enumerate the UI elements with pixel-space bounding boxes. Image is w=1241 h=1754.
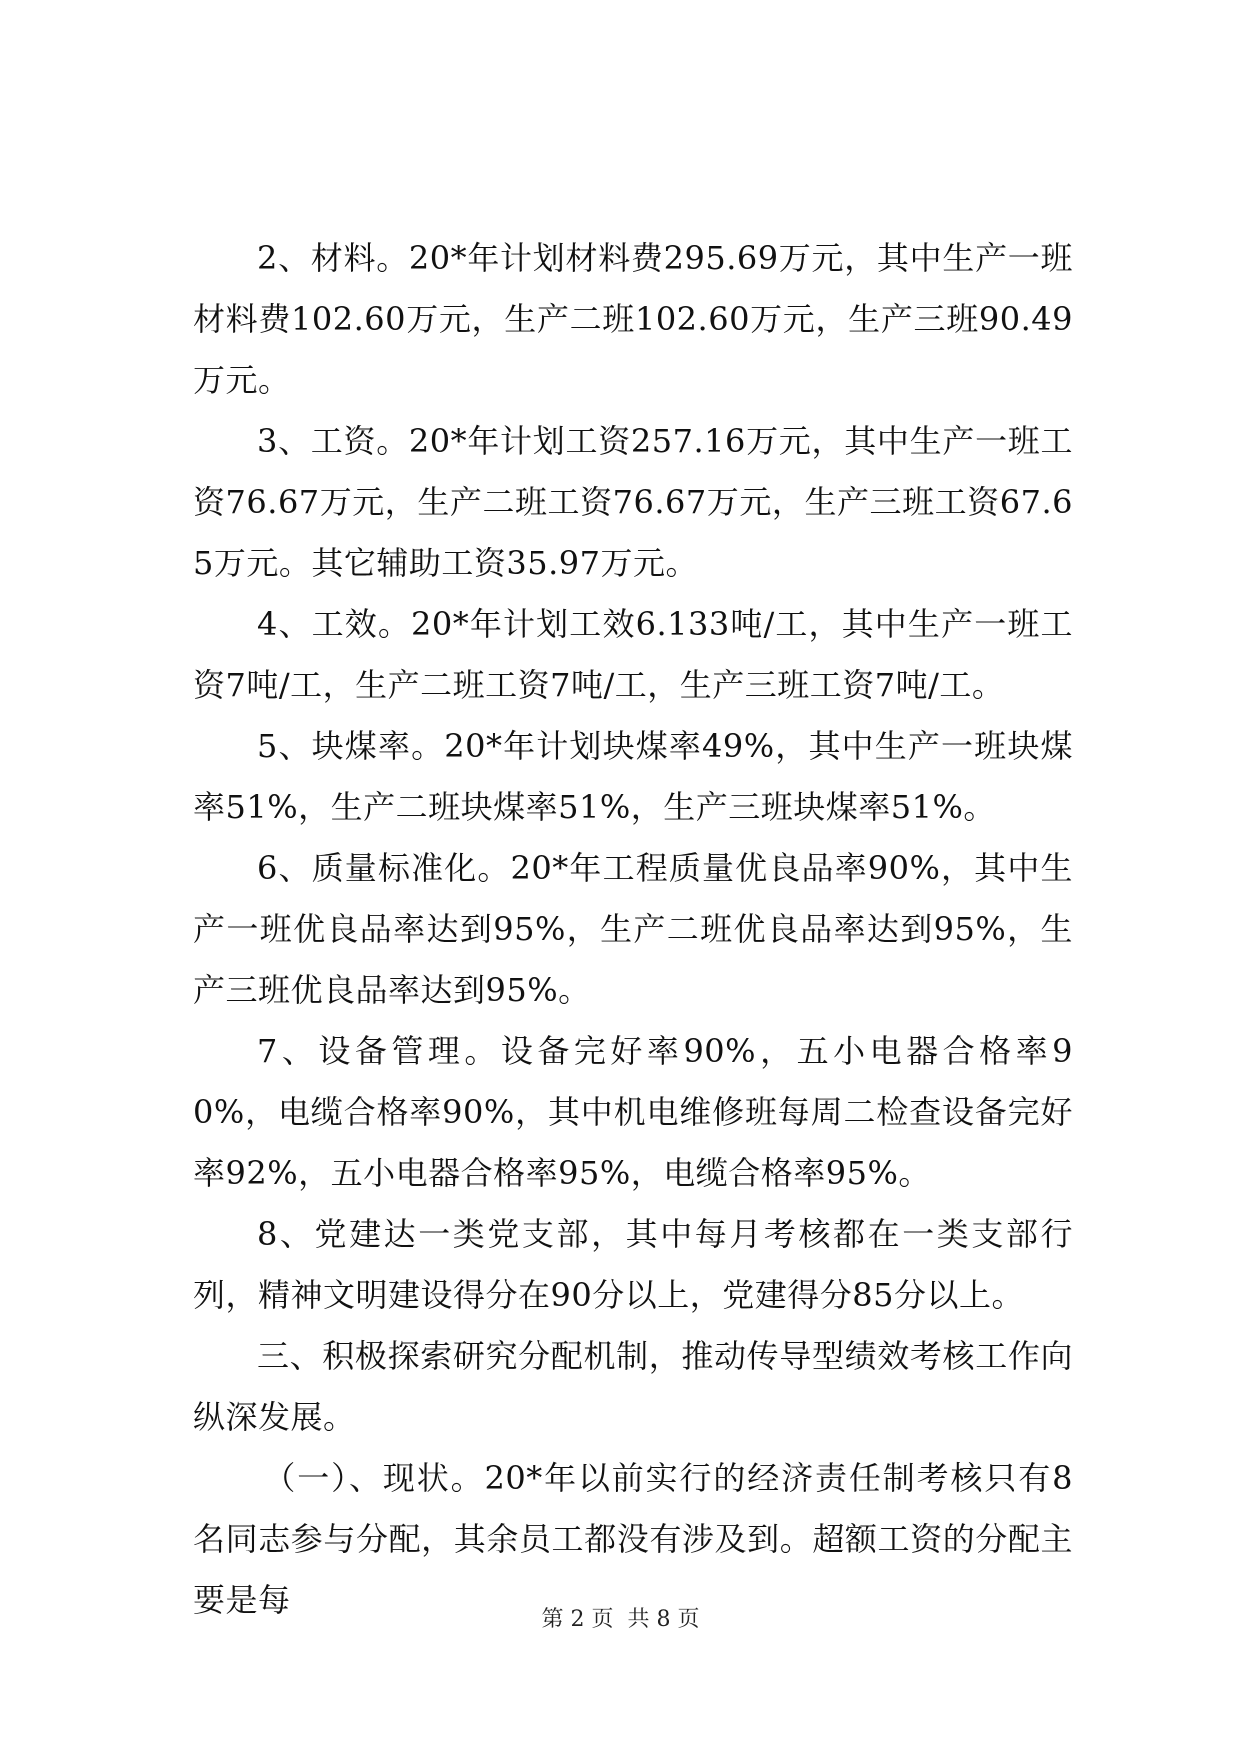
paragraph-efficiency: 4、工效。20*年计划工效6.133吨/工，其中生产一班工资7吨/工，生产二班工资7吨/工，生产三班工资7吨/工。 (193, 605, 1073, 704)
paragraph-quality-standardization: 6、质量标准化。20*年工程质量优良品率90%，其中生产一班优良品率达到95%，生产二班优良品率达到95%，生产三班优良品率达到95%。 (193, 849, 1073, 1009)
paragraph-materials: 2、材料。20*年计划材料费295.69万元，其中生产一班材料费102.60万元，生产二班102.60万元，生产三班90.49万元。 (193, 239, 1073, 399)
paragraph-current-status: （一）、现状。20*年以前实行的经济责任制考核只有8名同志参与分配，其余员工都没有涉及到。超额工资的分配主要是每 (193, 1459, 1073, 1619)
document-body (193, 228, 1073, 1631)
paragraph-wages: 3、工资。20*年计划工资257.16万元，其中生产一班工资76.67万元，生产二班工资76.67万元，生产三班工资67.65万元。其它辅助工资35.97万元。 (193, 422, 1073, 582)
paragraph-equipment-management: 7、设备管理。设备完好率90%，五小电器合格率90%，电缆合格率90%，其中机电维修班每周二检查设备完好率92%，五小电器合格率95%，电缆合格率95%。 (193, 1032, 1073, 1192)
page-number: 第 2 页 共 8 页 (541, 1607, 700, 1632)
paragraph-lump-coal-rate: 5、块煤率。20*年计划块煤率49%，其中生产一班块煤率51%，生产二班块煤率51%，生产三班块煤率51%。 (193, 727, 1073, 826)
page-footer (0, 1605, 1241, 1635)
section-heading-distribution: 三、积极探索研究分配机制，推动传导型绩效考核工作向纵深发展。 (193, 1337, 1073, 1436)
paragraph-party-building: 8、党建达一类党支部，其中每月考核都在一类支部行列，精神文明建设得分在90分以上，党建得分85分以上。 (193, 1215, 1073, 1314)
